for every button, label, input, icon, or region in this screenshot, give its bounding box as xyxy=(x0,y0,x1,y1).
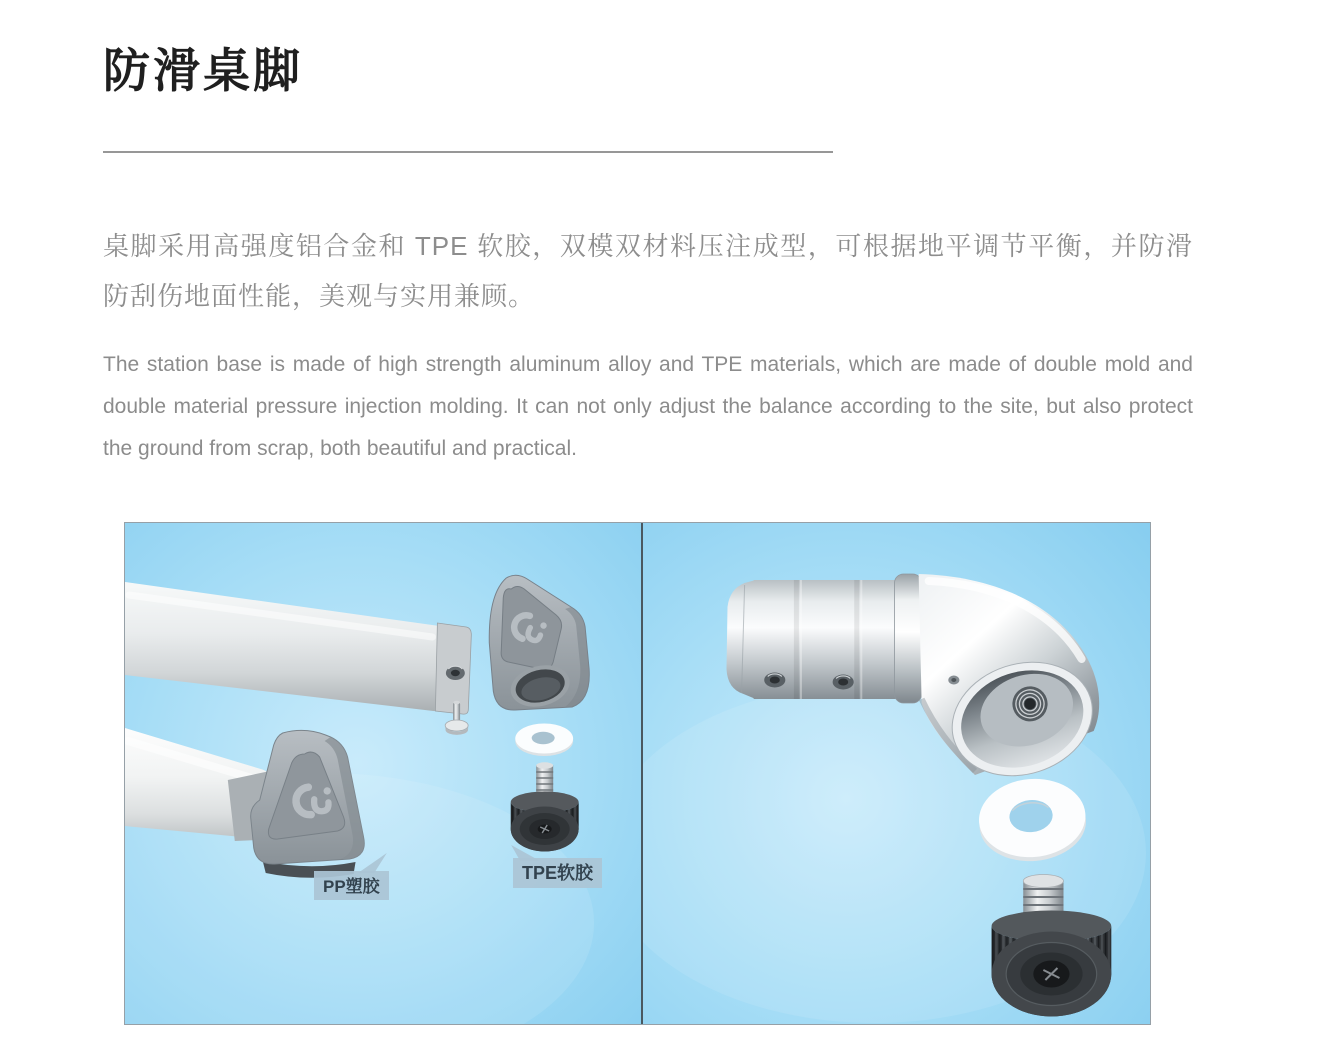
left-product-image xyxy=(125,523,643,1024)
description-chinese: 桌脚采用高强度铝合金和 TPE 软胶，双模双材料压注成型，可根据地平调节平衡，并防滑防刮伤地面性能，美观与实用兼顾。 xyxy=(103,231,1193,311)
tpe-material-label: TPE软胶 xyxy=(513,858,602,888)
table-foot-exploded-illustration xyxy=(125,523,641,1024)
pp-material-label: PP塑胶 xyxy=(314,871,389,900)
title-divider xyxy=(103,151,833,153)
elbow-foot-exploded-illustration xyxy=(643,523,1150,1024)
product-image-gallery xyxy=(124,522,1151,1025)
description-english: The station base is made of high strength aluminum alloy and TPE materials, which are made of double mold and double material pressure injection molding. It can not only adjust the balance according to the site, but also protect the ground from scrap, both beautiful and practical. xyxy=(103,353,1193,460)
right-product-image xyxy=(643,523,1150,1024)
washer xyxy=(515,724,573,757)
page-title: 防滑桌脚 xyxy=(103,44,303,97)
